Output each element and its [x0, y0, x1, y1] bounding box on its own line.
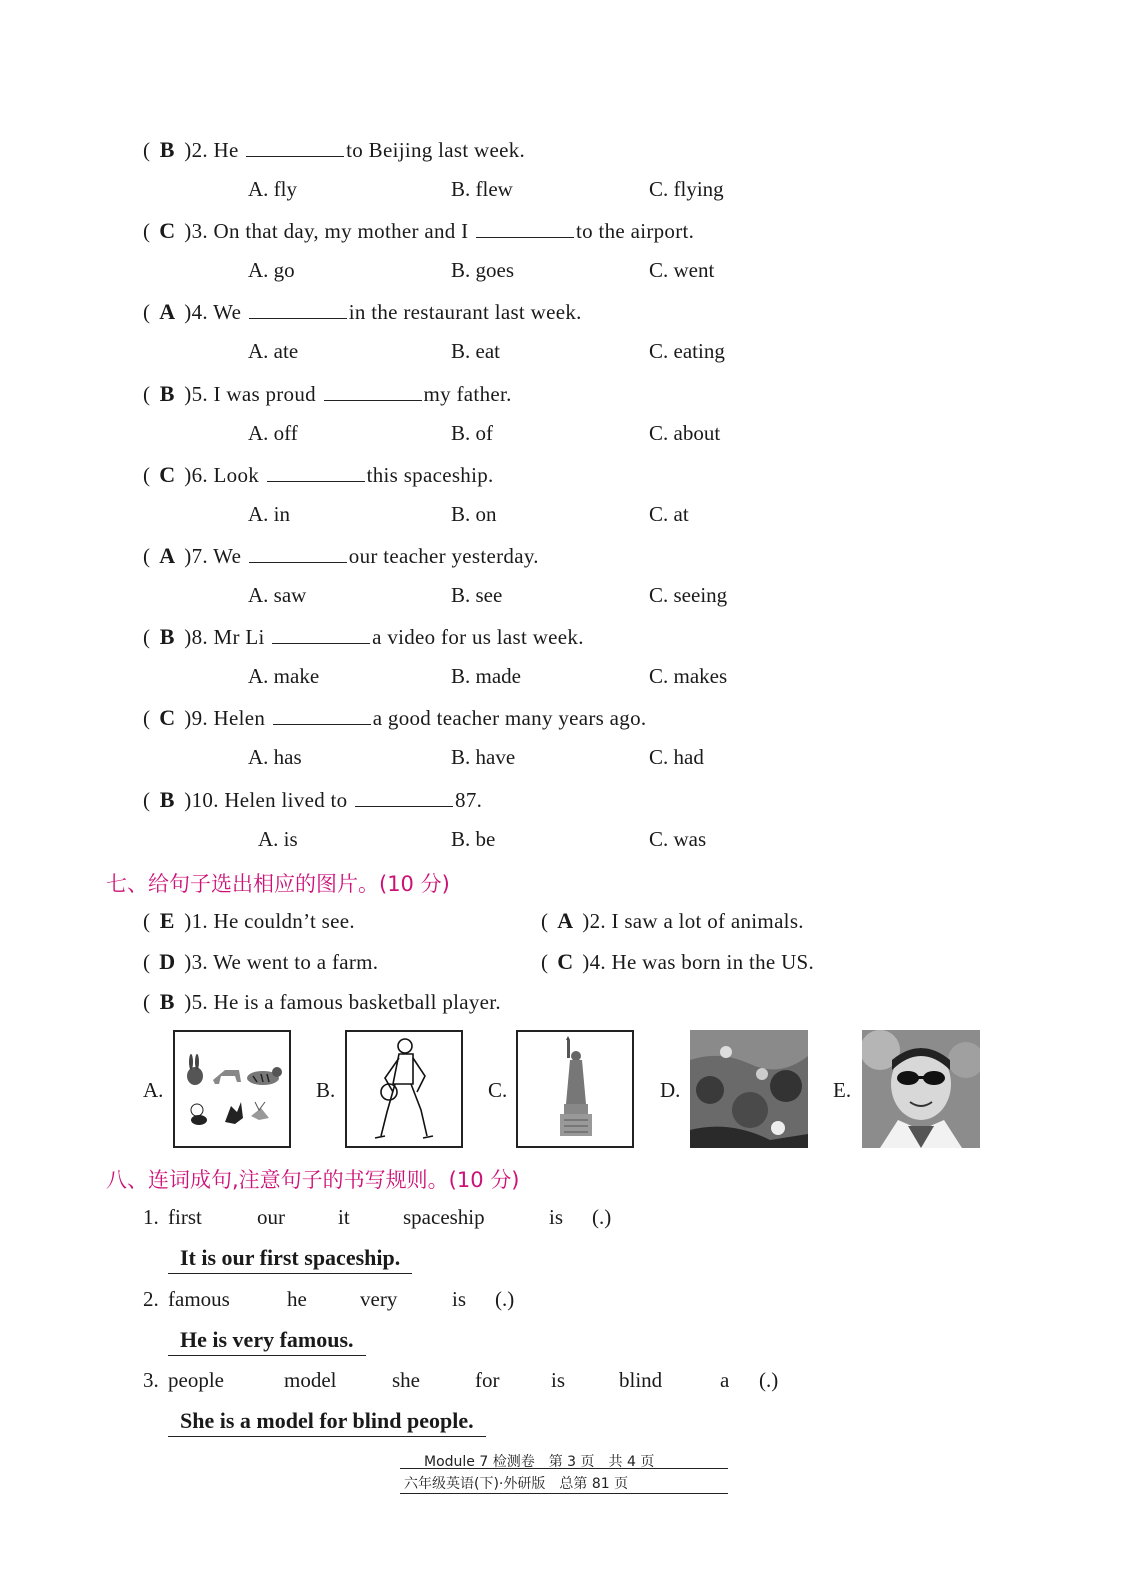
question-7: ( A )7. We our teacher yesterday.	[143, 543, 539, 568]
reorder-word: famous	[168, 1287, 230, 1311]
question-9: ( C )9. Helen a good teacher many years ago.	[143, 705, 647, 730]
question-text-before: On that day, my mother and I	[213, 219, 469, 243]
reorder-word: model	[284, 1368, 337, 1392]
question-text-after: 87.	[455, 788, 483, 812]
pic-label-d: D.	[660, 1078, 681, 1102]
reorder-word: for	[475, 1368, 500, 1392]
question-text-before: Helen lived to	[224, 788, 348, 812]
question-5: ( B )5. I was proud my father.	[143, 381, 512, 406]
option-c: C. had	[649, 745, 704, 769]
question-text-before: I was proud	[213, 382, 316, 406]
option-c: C. went	[649, 258, 715, 282]
man-with-sunglasses-picture	[862, 1030, 980, 1148]
option-b: B. see	[451, 583, 503, 607]
reorder-word: is	[549, 1205, 564, 1229]
option-a: A. go	[248, 258, 295, 282]
reorder-word: very	[360, 1287, 398, 1311]
option-a: A. off	[248, 421, 298, 445]
s7-item-2: ( A )2. I saw a lot of animals.	[541, 908, 804, 933]
option-a: A. ate	[248, 339, 299, 363]
pic-label-a: A.	[143, 1078, 164, 1102]
s7-answer-1: E	[159, 908, 175, 933]
s7-item-1: ( E )1. He couldn’t see.	[143, 908, 355, 933]
answer-blank	[324, 382, 422, 401]
reorder-number: 3.	[143, 1368, 159, 1392]
reorder-word: a	[720, 1368, 730, 1392]
option-c: C. makes	[649, 664, 728, 688]
question-number: )2.	[184, 138, 214, 162]
written-answer-sentence: It is our first spaceship.	[168, 1245, 412, 1274]
question-text-after: in the restaurant last week.	[348, 300, 582, 324]
answer-blank	[355, 788, 453, 807]
question-text-before: Helen	[213, 706, 266, 730]
reorder-word: blind	[619, 1368, 663, 1392]
footer-book-page: 六年级英语(下)·外研版 总第 81 页	[404, 1476, 629, 1492]
footer-divider-bottom	[400, 1493, 728, 1494]
option-a: A. is	[258, 827, 298, 851]
option-c: C. about	[649, 421, 721, 445]
answer-blank	[476, 219, 574, 238]
option-c: C. seeing	[649, 583, 728, 607]
question-6: ( C )6. Look this spaceship.	[143, 462, 494, 487]
question-number: )9.	[184, 706, 214, 730]
option-a: A. has	[248, 745, 302, 769]
answer-choice: B	[159, 787, 175, 812]
s7-answer-4: C	[557, 949, 574, 974]
option-b: B. on	[451, 502, 497, 526]
question-number: )6.	[184, 463, 214, 487]
question-text-before: Mr Li	[213, 625, 265, 649]
reorder-word: our	[257, 1205, 285, 1229]
answer-choice: C	[159, 218, 176, 243]
answer-blank	[249, 544, 347, 563]
option-c: C. flying	[649, 177, 724, 201]
s7-answer-3: D	[159, 949, 176, 974]
written-answer-sentence: She is a model for blind people.	[168, 1408, 486, 1437]
pic-label-e: E.	[833, 1078, 852, 1102]
reorder-word: is	[452, 1287, 467, 1311]
reorder-word: (.)	[759, 1368, 779, 1392]
reorder-word: it	[338, 1205, 350, 1229]
answer-blank	[273, 706, 371, 725]
answer-choice: A	[159, 299, 176, 324]
question-text-before: We	[213, 300, 242, 324]
reorder-word: (.)	[592, 1205, 612, 1229]
option-a: A. fly	[248, 177, 297, 201]
answer-choice: B	[159, 624, 175, 649]
question-number: )4.	[184, 300, 214, 324]
answer-choice: B	[159, 381, 175, 406]
option-b: B. be	[451, 827, 496, 851]
question-number: )7.	[184, 544, 214, 568]
option-b: B. of	[451, 421, 493, 445]
question-number: )10.	[184, 788, 225, 812]
answer-choice: B	[159, 137, 175, 162]
question-number: )3.	[184, 219, 214, 243]
option-c: C. eating	[649, 339, 725, 363]
answer-blank	[267, 463, 365, 482]
question-8: ( B )8. Mr Li a video for us last week.	[143, 624, 584, 649]
answer-blank	[249, 300, 347, 319]
option-b: B. goes	[451, 258, 514, 282]
reorder-word: (.)	[495, 1287, 515, 1311]
option-c: C. was	[649, 827, 707, 851]
statue-of-liberty-picture	[516, 1030, 634, 1148]
question-4: ( A )4. We in the restaurant last week.	[143, 299, 582, 324]
reorder-word: people	[168, 1368, 224, 1392]
s7-answer-2: A	[557, 908, 574, 933]
question-2: ( B )2. He to Beijing last week.	[143, 137, 526, 162]
question-number: )5.	[184, 382, 214, 406]
question-text-after: our teacher yesterday.	[348, 544, 539, 568]
section-8-title: 八、连词成句,注意句子的书写规则。(10 分)	[106, 1168, 520, 1192]
answer-choice: A	[159, 543, 176, 568]
written-answer-sentence: He is very famous.	[168, 1327, 366, 1356]
answer-choice: C	[159, 462, 176, 487]
option-b: B. eat	[451, 339, 500, 363]
answer-blank	[246, 138, 344, 157]
question-text-after: to the airport.	[575, 219, 695, 243]
farm-picture	[690, 1030, 808, 1148]
reorder-number: 1.	[143, 1205, 159, 1229]
option-a: A. saw	[248, 583, 307, 607]
question-3: ( C )3. On that day, my mother and I to the airport.	[143, 218, 695, 243]
question-text-after: my father.	[423, 382, 512, 406]
question-text-after: to Beijing last week.	[346, 138, 526, 162]
reorder-word: is	[551, 1368, 566, 1392]
option-b: B. flew	[451, 177, 513, 201]
s7-item-3: ( D )3. We went to a farm.	[143, 949, 379, 974]
answer-blank	[272, 625, 370, 644]
question-text-before: He	[213, 138, 239, 162]
s7-item-5: ( B )5. He is a famous basketball player.	[143, 989, 501, 1014]
answer-choice: C	[159, 705, 176, 730]
question-text-before: Look	[213, 463, 260, 487]
reorder-word: first	[168, 1205, 202, 1229]
question-text-after: a good teacher many years ago.	[372, 706, 647, 730]
option-b: B. have	[451, 745, 516, 769]
reorder-number: 2.	[143, 1287, 159, 1311]
question-10: ( B )10. Helen lived to 87.	[143, 787, 483, 812]
footer-module-page: Module 7 检测卷 第 3 页 共 4 页	[424, 1454, 655, 1470]
question-text-after: a video for us last week.	[372, 625, 584, 649]
question-text-after: this spaceship.	[366, 463, 494, 487]
option-c: C. at	[649, 502, 689, 526]
basketball-player-picture	[345, 1030, 463, 1148]
pic-label-b: B.	[316, 1078, 336, 1102]
question-number: )8.	[184, 625, 214, 649]
option-a: A. in	[248, 502, 290, 526]
reorder-word: spaceship	[403, 1205, 485, 1229]
option-a: A. make	[248, 664, 320, 688]
s7-item-4: ( C )4. He was born in the US.	[541, 949, 815, 974]
reorder-word: she	[392, 1368, 420, 1392]
pic-label-c: C.	[488, 1078, 508, 1102]
s7-answer-5: B	[159, 989, 175, 1014]
option-b: B. made	[451, 664, 521, 688]
animals-picture	[173, 1030, 291, 1148]
section-7-title: 七、给句子选出相应的图片。(10 分)	[106, 872, 450, 896]
reorder-word: he	[287, 1287, 307, 1311]
question-text-before: We	[213, 544, 242, 568]
